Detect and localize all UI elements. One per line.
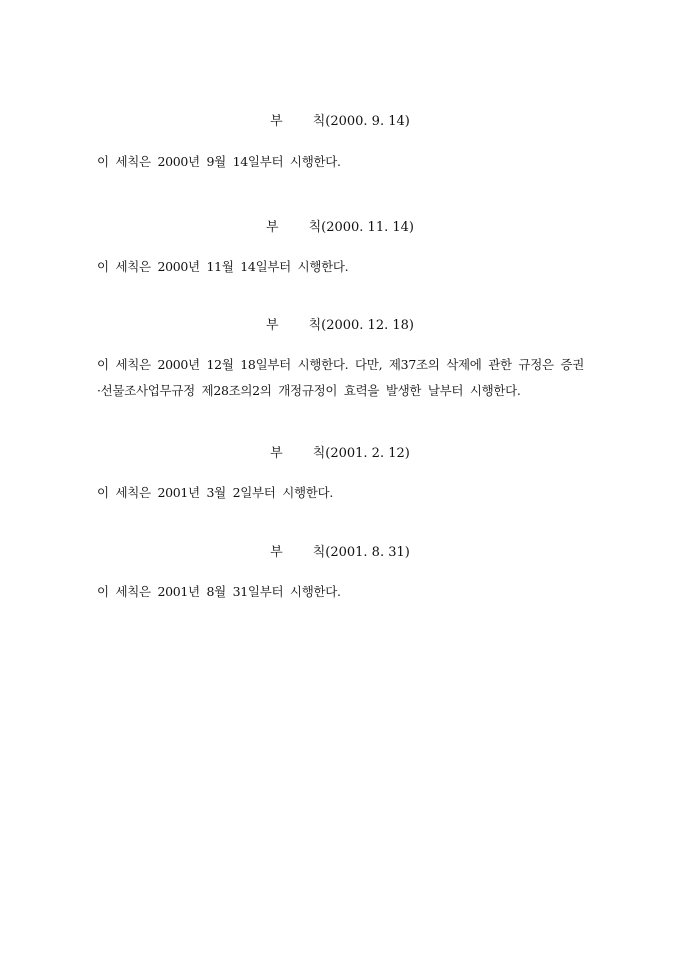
addendum-body: 이 세칙은 2001년 3월 2일부터 시행한다. bbox=[97, 485, 334, 500]
addendum-heading bbox=[0, 545, 680, 561]
heading-prefix: 부 bbox=[270, 446, 283, 461]
heading-prefix: 부 bbox=[266, 318, 279, 333]
heading-date: 칙(2001. 2. 12) bbox=[312, 446, 410, 461]
addendum-body: 이 세칙은 2001년 8월 31일부터 시행한다. bbox=[97, 584, 341, 599]
addendum-heading bbox=[0, 114, 680, 130]
heading-prefix: 부 bbox=[270, 114, 283, 129]
heading-prefix: 부 bbox=[270, 545, 283, 560]
heading-prefix: 부 bbox=[266, 220, 279, 235]
addendum-heading bbox=[0, 220, 680, 236]
addendum-body: 이 세칙은 2000년 12월 18일부터 시행한다. 다만, 제37조의 삭제에 관한 규정은 증권·선물조사업무규정 제28조의2의 개정규정이 효력을 발생한 날부터 시행한다. bbox=[97, 357, 584, 398]
heading-date: 칙(2000. 11. 14) bbox=[308, 220, 414, 235]
addendum-heading bbox=[0, 446, 680, 462]
addendum-body: 이 세칙은 2000년 9월 14일부터 시행한다. bbox=[97, 154, 341, 169]
addendum-body: 이 세칙은 2000년 11월 14일부터 시행한다. bbox=[97, 259, 349, 274]
heading-date: 칙(2001. 8. 31) bbox=[312, 545, 410, 560]
addendum-heading bbox=[0, 318, 680, 334]
heading-date: 칙(2000. 9. 14) bbox=[312, 114, 410, 129]
heading-date: 칙(2000. 12. 18) bbox=[308, 318, 414, 333]
